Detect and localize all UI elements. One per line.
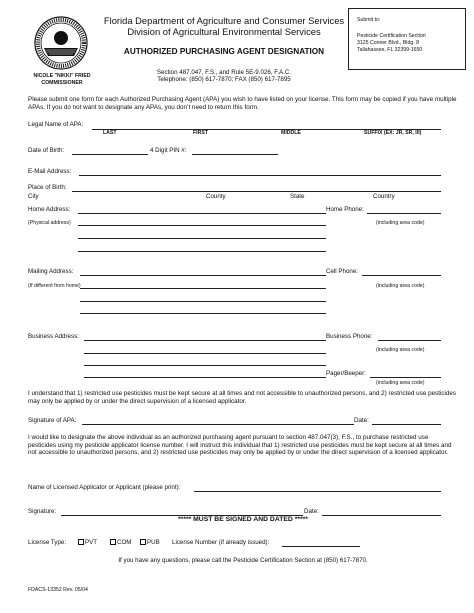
business-phone-area-code-note: (including area code) <box>376 347 425 353</box>
legal-name-label: Legal Name of APA: <box>28 121 84 128</box>
intro-paragraph: Please submit one form for each Authorized Purchasing Agent (APA) you wish to have listed on your license. This form may be copied if you have multiple APAs. If you do not want to designate any APAs, you don’t need to return this form. <box>28 96 457 111</box>
commissioner-name: NICOLE "NIKKI" FRIED <box>33 73 91 79</box>
pvt-checkbox[interactable] <box>78 539 84 545</box>
applicant-name-label: Name of Licensed Applicator or Applicant (please print): <box>28 484 181 491</box>
state-label: State <box>290 193 305 200</box>
division-name: Division of Agricultural Environmental Services <box>127 26 321 37</box>
com-checkbox[interactable] <box>110 539 116 545</box>
submit-address-line1: Pesticide Certification Section <box>357 33 426 39</box>
home-address-line3[interactable] <box>78 238 326 239</box>
business-phone-field[interactable] <box>378 340 441 341</box>
mailing-address-line4[interactable] <box>80 313 326 314</box>
signature-apa-field[interactable] <box>82 424 354 425</box>
email-label: E-Mail Address: <box>28 168 72 175</box>
signature-apa-label: Signature of APA: <box>28 417 77 424</box>
date-of-birth-field[interactable] <box>72 154 148 155</box>
business-address-label: Business Address: <box>28 333 79 340</box>
place-of-birth-field[interactable] <box>72 191 441 192</box>
license-type-label: License Type: <box>28 539 67 546</box>
pub-option[interactable] <box>140 539 160 546</box>
designate-paragraph: I would like to designate the above individual as an authorized purchasing agent pursuant to section 487.047(3), F.S., to purchase restricted use pesticides using my pesticide applicator license number. I will instruct this individual that 1) restricted use pesticides must be kept secure at all times and not accessible to unauthorized persons, and 2) restricted use pesticides may only be applied by or under the direct supervision of a licensed applicator. <box>28 434 452 457</box>
home-phone-area-code-note: (including area code) <box>376 220 425 226</box>
department-name: Florida Department of Agriculture and Consumer Services <box>103 15 345 26</box>
com-label: COM <box>117 539 132 546</box>
pin-field[interactable] <box>192 154 278 155</box>
business-address-line2[interactable] <box>84 353 326 354</box>
submit-address-line2: 3125 Conner Blvd., Bldg. 8 <box>357 40 420 46</box>
applicant-name-field[interactable] <box>194 491 441 492</box>
commissioner-title: COMMISSIONER <box>41 80 83 86</box>
apa-date-field[interactable] <box>372 424 441 425</box>
cell-phone-label: Cell Phone: <box>326 268 358 275</box>
department-seal-icon <box>34 16 88 70</box>
submit-to-box <box>348 8 466 70</box>
col-suffix-label: SUFFIX (EX: JR, SR, III) <box>364 130 422 136</box>
pager-label: Pager/Beeper: <box>326 370 366 377</box>
signature-label: Signature: <box>28 508 57 515</box>
col-middle-label: MIDDLE <box>281 130 301 136</box>
apa-date-label: Date: <box>354 417 369 424</box>
business-address-line3[interactable] <box>84 365 326 366</box>
form-number: FDACS-13352 Rev. 05/04 <box>28 587 88 593</box>
pvt-label: PVT <box>85 539 98 546</box>
email-field[interactable] <box>79 175 441 176</box>
license-number-field[interactable] <box>282 546 360 547</box>
business-phone-label: Business Phone: <box>326 333 373 340</box>
mailing-address-line1[interactable] <box>80 275 326 276</box>
city-label: City <box>28 193 39 200</box>
signature-date-label: Date: <box>304 508 319 515</box>
pub-checkbox[interactable] <box>140 539 146 545</box>
col-first-label: FIRST <box>193 130 208 136</box>
pub-label: PUB <box>147 539 160 546</box>
mailing-address-line3[interactable] <box>80 301 326 302</box>
cell-phone-area-code-note: (including area code) <box>376 283 425 289</box>
business-address-line1[interactable] <box>84 340 326 341</box>
cell-phone-field[interactable] <box>362 275 441 276</box>
home-address-line1[interactable] <box>78 213 326 214</box>
submit-label: Submit to: <box>357 17 381 23</box>
mailing-address-label: Mailing Address: <box>28 268 74 275</box>
com-option[interactable] <box>110 539 131 546</box>
home-phone-field[interactable] <box>367 213 441 214</box>
questions-note: If you have any questions, please call the Pesticide Certification Section at (850) 617-7870. <box>118 557 368 564</box>
pager-field[interactable] <box>370 377 441 378</box>
form-title: AUTHORIZED PURCHASING AGENT DESIGNATION <box>123 47 325 56</box>
license-number-label: License Number (if already issued): <box>172 539 270 546</box>
home-address-label: Home Address: <box>28 206 71 213</box>
date-of-birth-label: Date of Birth: <box>28 147 65 154</box>
home-address-line4[interactable] <box>78 251 326 252</box>
pager-area-code-note: (including area code) <box>376 380 425 386</box>
pvt-option[interactable] <box>78 539 97 546</box>
telephone-fax: Telephone: (850) 617-7870; FAX (850) 617-7895 <box>157 76 291 83</box>
place-of-birth-label: Place of Birth: <box>28 184 67 191</box>
country-label: Country <box>373 193 395 200</box>
mailing-address-line2[interactable] <box>80 288 326 289</box>
col-last-label: LAST <box>103 130 117 136</box>
physical-address-note: (Physical address) <box>28 220 71 226</box>
understand-paragraph: I understand that 1) restricted use pesticides must be kept secure at all times and not accessible to unauthorized persons, and 2) restricted use pesticides may only be applied by or under the direct supervision of a licensed applicator. <box>28 390 457 405</box>
submit-address-line3: Tallahassee, FL 32399-1650 <box>357 47 423 53</box>
home-phone-label: Home Phone: <box>326 206 364 213</box>
statute-reference: Section 487.047, F.S., and Rule 5E-9.026, F.A.C. <box>156 69 292 76</box>
if-different-note: (If different from home) <box>28 283 81 289</box>
county-label: County <box>206 193 226 200</box>
home-address-line2[interactable] <box>78 225 326 226</box>
pin-label: 4 Digit PIN #: <box>150 147 187 154</box>
must-sign-notice: ***** MUST BE SIGNED AND DATED ***** <box>178 516 308 523</box>
business-address-line4[interactable] <box>84 377 326 378</box>
